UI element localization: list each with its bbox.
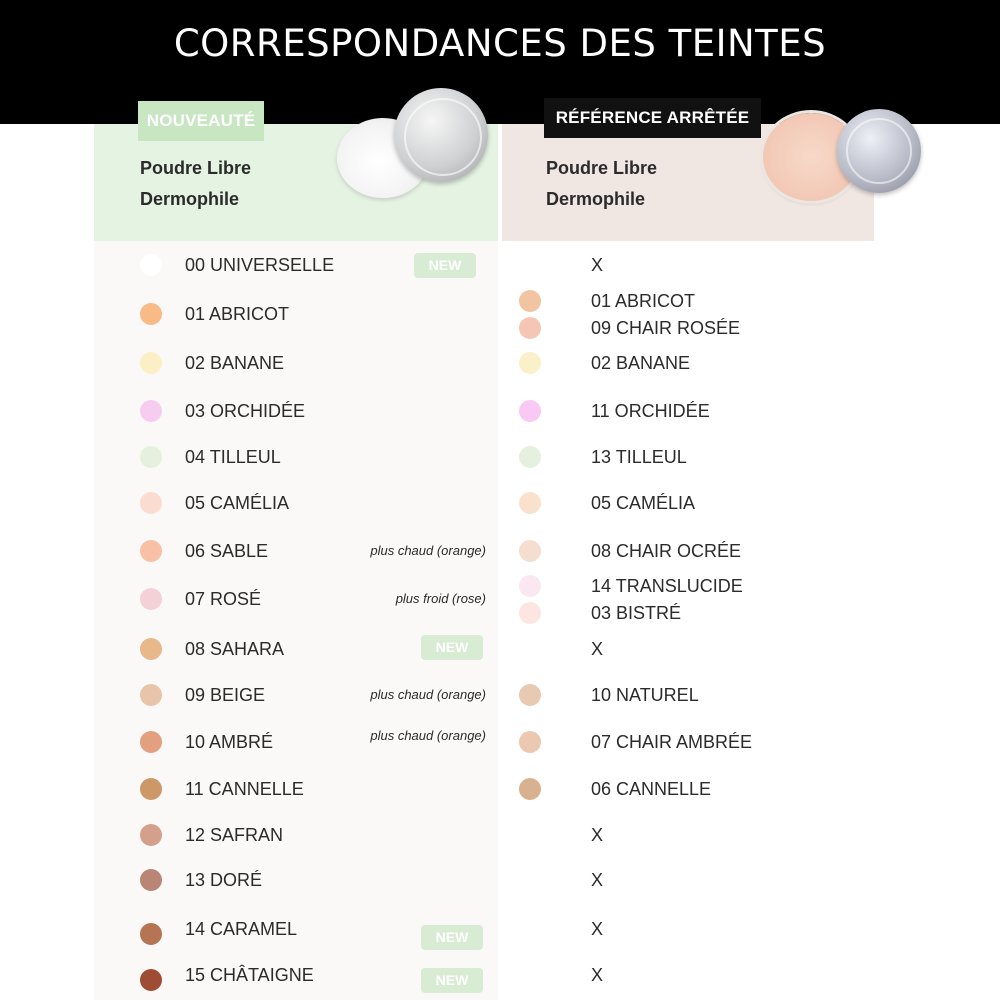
shade-swatch — [140, 824, 162, 846]
shade-name: 05 CAMÉLIA — [185, 493, 290, 513]
reference-shade-name: 10 NATUREL — [591, 685, 699, 705]
reference-shade-swatch — [519, 575, 541, 597]
new-product-name-line2: Dermophile — [140, 189, 240, 209]
reference-shade-swatch — [519, 352, 541, 374]
shade-swatch — [140, 446, 162, 468]
page-title: CORRESPONDANCES DES TEINTES — [173, 22, 827, 65]
new-product-name-line1: Poudre Libre — [140, 158, 252, 178]
discontinued-product-name — [546, 153, 657, 215]
shade-swatch — [140, 731, 162, 753]
no-reference-mark: X — [591, 870, 604, 890]
shade-name: 10 AMBRÉ — [185, 732, 274, 752]
reference-shade-name: 07 CHAIR AMBRÉE — [591, 732, 753, 752]
reference-shade-name: 03 BISTRÉ — [591, 603, 682, 623]
shade-name: 02 BANANE — [185, 353, 285, 373]
shade-name: 07 ROSÉ — [185, 589, 262, 609]
shade-name: 00 UNIVERSELLE — [185, 255, 335, 275]
reference-shade-name: 01 ABRICOT — [591, 291, 696, 311]
shade-swatch — [140, 254, 162, 276]
shade-swatch — [140, 869, 162, 891]
shade-name: 01 ABRICOT — [185, 304, 290, 324]
new-product-badge: NOUVEAUTÉ — [138, 101, 264, 141]
shade-name: 09 BEIGE — [185, 685, 266, 705]
shade-swatch — [140, 778, 162, 800]
reference-shade-swatch — [519, 731, 541, 753]
reference-shade-swatch — [519, 446, 541, 468]
shade-swatch — [140, 923, 162, 945]
discontinued-product-name-line2: Dermophile — [546, 189, 646, 209]
new-shade-badge: NEW — [414, 253, 476, 278]
shade-swatch — [140, 303, 162, 325]
shade-name: 03 ORCHIDÉE — [185, 401, 306, 421]
reference-shade-name: 02 BANANE — [591, 353, 691, 373]
reference-shade-name: 05 CAMÉLIA — [591, 493, 696, 513]
shade-name: 15 CHÂTAIGNE — [185, 965, 314, 985]
reference-shade-name: 14 TRANSLUCIDE — [591, 576, 743, 596]
reference-shade-swatch — [519, 290, 541, 312]
discontinued-powder-lid-image — [837, 109, 921, 193]
reference-shade-swatch — [519, 778, 541, 800]
no-reference-mark: X — [591, 965, 604, 985]
shade-name: 06 SABLE — [185, 541, 269, 561]
shade-name: 04 TILLEUL — [185, 447, 281, 467]
shade-swatch — [140, 492, 162, 514]
no-reference-mark: X — [591, 919, 604, 939]
reference-shade-name: 08 CHAIR OCRÉE — [591, 541, 742, 561]
reference-shade-swatch — [519, 540, 541, 562]
shade-name: 11 CANNELLE — [185, 779, 304, 799]
shade-name: 12 SAFRAN — [185, 825, 284, 845]
shade-name: 14 CARAMEL — [185, 919, 298, 939]
no-reference-mark: X — [591, 825, 604, 845]
shade-name: 13 DORÉ — [185, 870, 263, 890]
no-reference-mark: X — [591, 255, 604, 275]
reference-shade-swatch — [519, 400, 541, 422]
shade-note: plus froid (rose) — [395, 591, 486, 606]
reference-shade-name: 11 ORCHIDÉE — [591, 401, 710, 421]
shade-swatch — [140, 588, 162, 610]
reference-shade-swatch — [519, 602, 541, 624]
shade-note: plus chaud (orange) — [370, 543, 486, 558]
reference-shade-name: 06 CANNELLE — [591, 779, 712, 799]
shade-swatch — [140, 638, 162, 660]
reference-shade-name: 09 CHAIR ROSÉE — [591, 318, 741, 338]
no-reference-mark: X — [591, 639, 604, 659]
new-shade-badge: NEW — [421, 925, 483, 950]
shade-name: 08 SAHARA — [185, 639, 285, 659]
shade-swatch — [140, 540, 162, 562]
reference-shade-name: 13 TILLEUL — [591, 447, 687, 467]
loose-powder-lid-image — [394, 88, 488, 182]
shade-note: plus chaud (orange) — [370, 687, 486, 702]
shade-swatch — [140, 400, 162, 422]
new-shade-badge: NEW — [421, 968, 483, 993]
shade-note: plus chaud (orange) — [370, 728, 486, 743]
new-product-name — [140, 153, 251, 215]
shade-swatch — [140, 684, 162, 706]
shade-swatch — [140, 969, 162, 991]
shade-swatch — [140, 352, 162, 374]
reference-shade-swatch — [519, 684, 541, 706]
reference-shade-swatch — [519, 492, 541, 514]
new-shade-badge: NEW — [421, 635, 483, 660]
discontinued-product-name-line1: Poudre Libre — [546, 158, 658, 178]
reference-shade-swatch — [519, 317, 541, 339]
discontinued-reference-badge: RÉFÉRENCE ARRÊTÉE — [544, 98, 761, 138]
